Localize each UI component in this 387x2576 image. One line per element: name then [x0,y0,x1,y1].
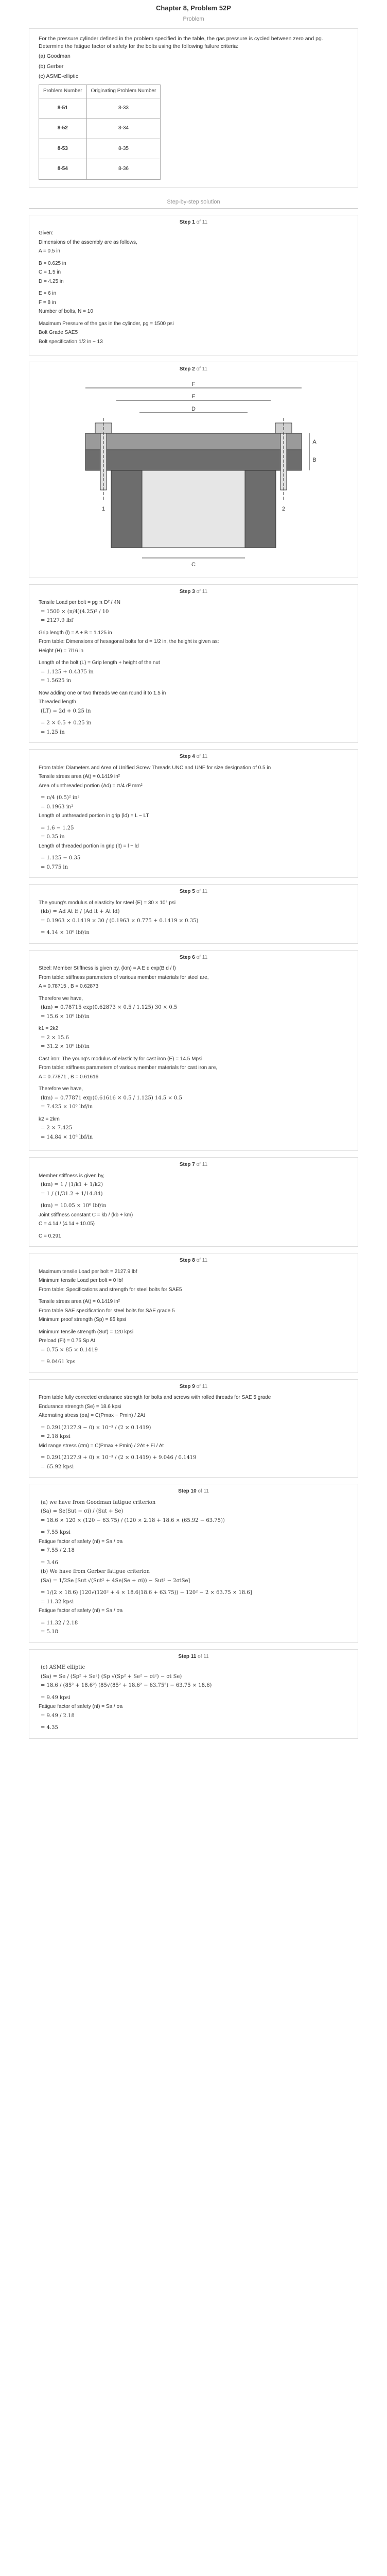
solution-line: = 9.0461 kps [41,1359,76,1365]
solution-line: (c) ASME elliptic [41,1665,85,1671]
solution-line: Alternating stress (σa) = C(Pmax − Pmin) / 2At [39,1413,145,1419]
solution-line: Steel: Member Stiffness is given by, (km) = A E d exp(B d / l) [39,965,176,972]
solution-line: = 0.291(2127.9 + 0) × 10⁻³ / (2 × 0.1419) + 9.046 / 0.1419 [41,1455,197,1461]
table-cell: 8-35 [86,139,161,159]
step-label: Step 6 [179,954,195,960]
step-header [39,365,348,374]
step-label: Step 3 [179,588,195,595]
solution-line: = 0.1963 in² [41,804,74,810]
step-label: Step 1 [179,219,195,225]
step-6 [29,950,358,1151]
step-count: of 11 [196,588,208,595]
solution-line: Cast iron: The young's modulus of elasticity for cast iron (E) = 14.5 Mpsi [39,1056,203,1062]
step-count: of 11 [196,954,208,960]
solution-line: = 9.49 / 2.18 [41,1713,75,1719]
solution-line: A = 0.77871 , B = 0.61616 [39,1074,99,1080]
problem-statement [29,28,358,188]
solution-line: = 7.55 / 2.18 [41,1548,75,1554]
solution-line: = π/4 (0.5)² in² [41,795,80,801]
solution-line: Fatigue factor of safety (nf) = Sa / σa [39,1704,123,1710]
solution-line: = 1.125 − 0.35 [41,855,81,861]
solution-line: Tensile stress area (At) = 0.1419 in² [39,774,120,780]
solution-line: = 1500 × (π/4)(4.25)² / 10 [41,608,109,615]
col-problem-number: Problem Number [39,85,87,98]
table-cell: 8-34 [86,118,161,139]
solution-line: Fatigue factor of safety (nf) = Sa / σa [39,1538,123,1545]
table-row [39,118,161,139]
step-label: Step 5 [179,889,195,895]
solution-line: From table SAE specification for steel bolts for SAE grade 5 [39,1308,175,1314]
solution-line: Dimensions of the assembly are as follows, [39,239,137,245]
step-1 [29,215,358,356]
solution-line: Minimum tensile strength (Sut) = 120 kpsi [39,1329,134,1335]
solution-line: = 14.84 × 10⁶ lbf/in [41,1134,93,1140]
table-cell: 8-53 [39,139,87,159]
solution-line: (LT) = 2d + 0.25 in [41,708,91,714]
solution-line: Member stiffness is given by, [39,1173,105,1179]
cylinder-wall-right [245,470,276,548]
step-header [39,1653,348,1661]
solution-line: From table: stiffness parameters of various member materials for steel are, [39,974,209,980]
dim-label-e: E [191,393,196,400]
step-8 [29,1253,358,1373]
step-count: of 11 [196,754,208,760]
solution-line: Bolt specification 1/2 in − 13 [39,338,103,345]
table-cell: 8-33 [86,98,161,118]
problem-heading: Problem [183,16,204,22]
steps-container [0,215,387,1739]
step-count: of 11 [196,889,208,895]
step-7 [29,1157,358,1247]
step-5 [29,884,358,944]
solution-line: C = 0.291 [39,1233,61,1239]
solution-line: (kb) = Ad At E / (Ad lt + At ld) [41,909,120,915]
solution-line: (b) We have from Gerber fatigue criterion [41,1569,150,1575]
solution-line: = 0.291(2127.9 − 0) × 10⁻³ / (2 × 0.1419) [41,1425,151,1431]
step-count: of 11 [198,1653,209,1659]
chapter-title: Chapter 8, Problem 52P [156,4,231,12]
solution-line: = 2.18 kpsi [41,1434,71,1440]
dim-label-a: A [312,438,316,445]
step-count: of 11 [198,1488,209,1495]
solution-line: Grip length (l) = A + B = 1.125 in [39,630,112,636]
solution-line: = 4.14 × 10⁶ lbf/in [41,930,90,936]
part-label-1: 1 [101,505,105,512]
solution-line: = 31.2 × 10⁶ lbf/in [41,1044,90,1050]
solution-line: From table: Diameters and Area of Unified Screw Threads UNC and UNF for size designation of 0.5 in [39,765,271,771]
solution-line: Maximum tensile Load per bolt = 2127.9 lbf [39,1268,137,1275]
step-header [39,954,348,962]
table-cell: 8-51 [39,98,87,118]
page-header [0,0,387,22]
solution-line: = 65.92 kpsi [41,1464,74,1470]
solution-line: = 0.775 in [41,864,68,870]
solution-line: A = 0.5 in [39,248,60,255]
solution-line: = 11.32 kpsi [41,1599,74,1605]
solution-line: Height (H) = 7/16 in [39,648,83,654]
solution-line: = 18.6 × 120 × (120 − 63.75) / (120 × 2.18 + 18.6 × (65.92 − 63.75)) [41,1517,225,1523]
col-originating-problem: Originating Problem Number [86,85,161,98]
solution-line: = 4.35 [41,1725,58,1731]
solution-line: Length of threaded portion in grip (lt) = l − ld [39,843,139,849]
solution-line: = 2 × 7.425 [41,1125,73,1131]
solution-line: Tensile Load per bolt = pg π D² / 4N [39,600,120,606]
step-4 [29,749,358,878]
solution-line: = 7.55 kpsi [41,1530,71,1536]
criterion-b: (b) Gerber [39,63,64,70]
solution-line: = 7.425 × 10⁶ lbf/in [41,1104,93,1110]
table-cell: 8-52 [39,118,87,139]
solution-line: (km) = 1 / (1/k1 + 1/k2) [41,1182,103,1188]
solution-line: E = 6 in [39,291,57,297]
solution-line: Therefore we have, [39,1086,83,1092]
step-9 [29,1379,358,1478]
step-header [39,1487,348,1496]
table-row [39,159,161,180]
solution-line: Maximum Pressure of the gas in the cylinder, pg = 1500 psi [39,320,174,327]
table-row [39,139,161,159]
step-label: Step 2 [179,366,195,372]
solution-line: Bolt Grade SAE5 [39,330,78,336]
solution-line: Minimum tensile Load per bolt = 0 lbf [39,1278,123,1284]
solution-line: Tensile stress area (At) = 0.1419 in² [39,1299,120,1305]
solution-line: = 15.6 × 10⁶ lbf/in [41,1013,90,1020]
criterion-a: (a) Goodman [39,53,71,60]
solution-line: = 2 × 0.5 + 0.25 in [41,720,92,726]
criterion-c: (c) ASME-elliptic [39,73,79,79]
step-header [39,1383,348,1391]
solution-line: k1 = 2k2 [39,1026,59,1032]
solution-line: = 1 / (1/31.2 + 1/14.84) [41,1191,103,1197]
step-label: Step 7 [179,1162,195,1168]
solution-line: = 1.6 − 1.25 [41,825,74,831]
step-header [39,753,348,761]
step-label: Step 10 [178,1488,197,1495]
solution-line: The young's modulus of elasticity for steel (E) = 30 × 10⁶ psi [39,900,176,906]
solution-line: From table fully corrected endurance strength for bolts and screws with rolled threads for SAE 5 grade [39,1395,271,1401]
solution-line: = 2 × 15.6 [41,1035,69,1041]
solution-divider [29,208,358,209]
solution-line: B = 0.625 in [39,260,66,266]
solution-line: C = 4.14 / (4.14 + 10.05) [39,1221,95,1227]
solution-line: = 2127.9 lbf [41,618,74,624]
problem-table [39,84,161,180]
solution-line: = 0.75 × 85 × 0.1419 [41,1347,98,1353]
solution-line: Therefore we have, [39,995,83,1002]
step-label: Step 4 [179,754,195,760]
table-header-row [39,85,161,98]
solution-line: Now adding one or two threads we can round it to 1.5 in [39,690,166,696]
solution-line: = 18.6 / (85² + 18.6²) (85√(85² + 18.6² − 63.75²) − 63.75 × 18.6) [41,1683,212,1689]
dim-label-f: F [191,381,196,387]
solution-line: = 3.46 [41,1560,58,1566]
solution-line: D = 4.25 in [39,278,64,284]
table-cell: 8-36 [86,159,161,180]
solution-line: (Sa) = 1/2Se [Sut √(Sut² + 4Se(Se + σi)) − Sut² − 2σiSe] [41,1578,190,1584]
cylinder-joint-diagram [49,377,338,572]
step-count: of 11 [196,1258,208,1264]
solution-line: Threaded length [39,699,76,705]
step-header [39,1257,348,1265]
table-row [39,98,161,118]
solution-line: (a) we have from Goodman fatigue criterion [41,1499,156,1505]
solution-line: A = 0.78715 , B = 0.62873 [39,984,99,990]
solution-line: Fatigue factor of safety (nf) = Sa / σa [39,1608,123,1614]
solution-line: From table: Dimensions of hexagonal bolts for d = 1/2 in, the height is given as: [39,639,219,645]
solution-line: Number of bolts, N = 10 [39,309,93,315]
solution-line: Mid range stress (σm) = C(Pmax + Pmin) / 2At + Fi / At [39,1443,164,1449]
solution-line: From table: Specifications and strength for steel bolts for SAE5 [39,1286,182,1293]
solution-line: = 1.5625 in [41,678,72,684]
solution-line: = 1/(2 × 18.6) [120√(120² + 4 × 18.6(18.6 + 63.75)) − 120² − 2 × 63.75 × 18.6] [41,1590,252,1596]
solution-line: = 1.25 in [41,729,65,735]
cylinder-bore [142,470,245,548]
dim-label-d: D [191,405,196,412]
step-header [39,588,348,596]
solution-line: (Sa) = Se(Sut − σi) / (Sut + Se) [41,1509,124,1515]
solution-line: C = 1.5 in [39,269,61,276]
step-count: of 11 [196,366,208,372]
solution-line: k2 = 2km [39,1116,60,1122]
cap-plate [85,433,302,450]
step-count: of 11 [196,1162,208,1168]
dim-label-c: C [191,561,196,568]
step-3 [29,584,358,743]
solution-line: = 5.18 [41,1629,58,1635]
table-cell: 8-54 [39,159,87,180]
step-header [39,888,348,896]
solution-line: = 0.1963 × 0.1419 × 30 / (0.1963 × 0.775 + 0.1419 × 0.35) [41,918,199,924]
solution-line: From table: stiffness parameters of various member materials for cast iron are, [39,1065,218,1071]
step-label: Step 9 [179,1383,195,1389]
solution-line: = 11.32 / 2.18 [41,1620,78,1626]
solution-line: F = 8 in [39,299,56,306]
dim-label-b: B [312,456,316,463]
step-count: of 11 [196,1383,208,1389]
solution-line: (km) = 0.78715 exp(0.62873 × 0.5 / 1.125) 30 × 0.5 [41,1005,178,1011]
step-label: Step 8 [179,1258,195,1264]
step-header [39,218,348,227]
step-2 [29,362,358,578]
problem-text: For the pressure cylinder defined in the problem specified in the table, the gas pressure is cycled between zero and pg. Determine the fatigue factor of safety for the bolts using the following failure criteria: [39,36,323,50]
solution-line: (km) = 10.05 × 10⁶ lbf/in [41,1203,107,1209]
solution-title: Step-by-step solution [167,198,220,205]
step-11 [29,1649,358,1739]
solution-line: Joint stiffness constant C = kb / (kb + km) [39,1212,133,1218]
solution-line: (km) = 0.77871 exp(0.61616 × 0.5 / 1.125) 14.5 × 0.5 [41,1095,182,1101]
solution-line: = 1.125 + 0.4375 in [41,669,94,675]
solution-line: Minimum proof strength (Sp) = 85 kpsi [39,1317,126,1323]
solution-line: = 0.35 in [41,834,65,840]
part-label-2: 2 [282,505,286,512]
cylinder-flange [85,450,302,470]
step-label: Step 11 [178,1653,197,1659]
step-10 [29,1484,358,1643]
solution-line: = 9.49 kpsi [41,1694,71,1701]
solution-line: Length of unthreaded portion in grip (ld) = L − LT [39,813,149,819]
cylinder-wall-left [111,470,142,548]
step-count: of 11 [196,219,208,225]
solution-line: Endurance strength (Se) = 18.6 kpsi [39,1403,121,1410]
solution-line: Length of the bolt (L) = Grip length + height of the nut [39,660,160,666]
solution-line: (Sa) = Se / (Sp² + Se²) (Sp √(Sp² + Se² − σi²) − σi Se) [41,1673,182,1680]
solution-line: Area of unthreaded portion (Ad) = π/4 d² mm² [39,783,143,789]
solution-line: Given: [39,230,54,236]
solution-line: Preload (Fi) = 0.75 Sp At [39,1338,95,1344]
step-header [39,1161,348,1169]
